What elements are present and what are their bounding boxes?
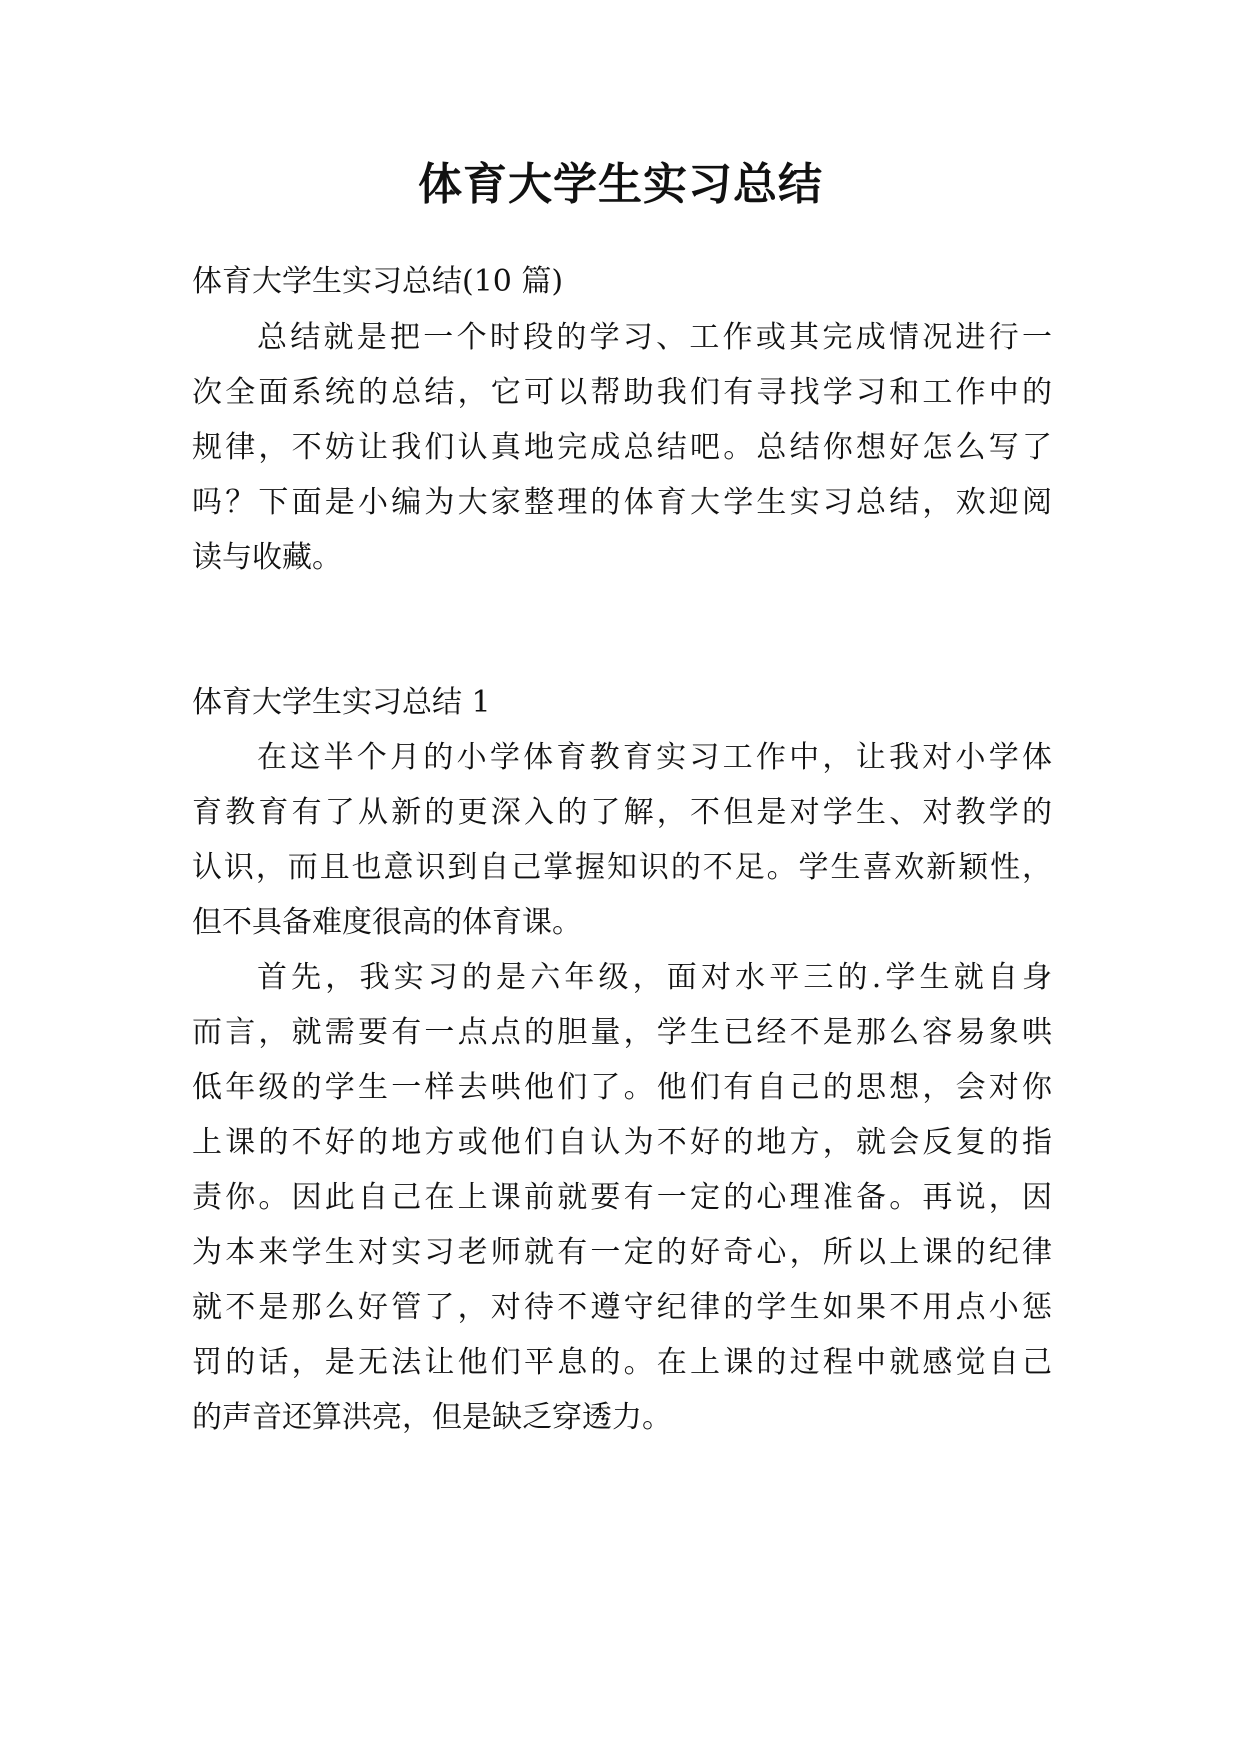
- intro-line-3: 规律，不妨让我们认真地完成总结吧。总结你想好怎么写了: [192, 430, 1052, 465]
- paragraph-line: 责你。因此自己在上课前就要有一定的心理准备。再说，因: [192, 1180, 1052, 1215]
- paragraph-line: 首先，我实习的是六年级，面对水平三的.学生就自身: [257, 960, 1052, 995]
- paragraph-line: 为本来学生对实习老师就有一定的好奇心，所以上课的纪律: [192, 1235, 1052, 1270]
- document-subtitle: 体育大学生实习总结(10 篇): [192, 264, 564, 299]
- paragraph-line: 认识，而且也意识到自己掌握知识的不足。学生喜欢新颖性，: [192, 850, 1052, 885]
- intro-line-2: 次全面系统的总结，它可以帮助我们有寻找学习和工作中的: [192, 375, 1052, 410]
- paragraph-line: 低年级的学生一样去哄他们了。他们有自己的思想，会对你: [192, 1070, 1052, 1105]
- paragraph-line: 但不具备难度很高的体育课。: [192, 905, 582, 940]
- paragraph-line: 在这半个月的小学体育教育实习工作中，让我对小学体: [257, 740, 1052, 775]
- intro-line-5: 读与收藏。: [192, 540, 342, 575]
- paragraph-line: 育教育有了从新的更深入的了解，不但是对学生、对教学的: [192, 795, 1052, 830]
- intro-line-1: 总结就是把一个时段的学习、工作或其完成情况进行一: [257, 320, 1052, 355]
- section-heading: 体育大学生实习总结 1: [192, 685, 491, 720]
- paragraph-line: 就不是那么好管了，对待不遵守纪律的学生如果不用点小惩: [192, 1290, 1052, 1325]
- paragraph-line: 而言，就需要有一点点的胆量，学生已经不是那么容易象哄: [192, 1015, 1052, 1050]
- paragraph-line: 上课的不好的地方或他们自认为不好的地方，就会反复的指: [192, 1125, 1052, 1160]
- paragraph-line: 的声音还算洪亮，但是缺乏穿透力。: [192, 1400, 672, 1435]
- intro-line-4: 吗？下面是小编为大家整理的体育大学生实习总结，欢迎阅: [192, 485, 1052, 520]
- page-title: 体育大学生实习总结: [418, 159, 823, 210]
- paragraph-line: 罚的话，是无法让他们平息的。在上课的过程中就感觉自己: [192, 1345, 1052, 1380]
